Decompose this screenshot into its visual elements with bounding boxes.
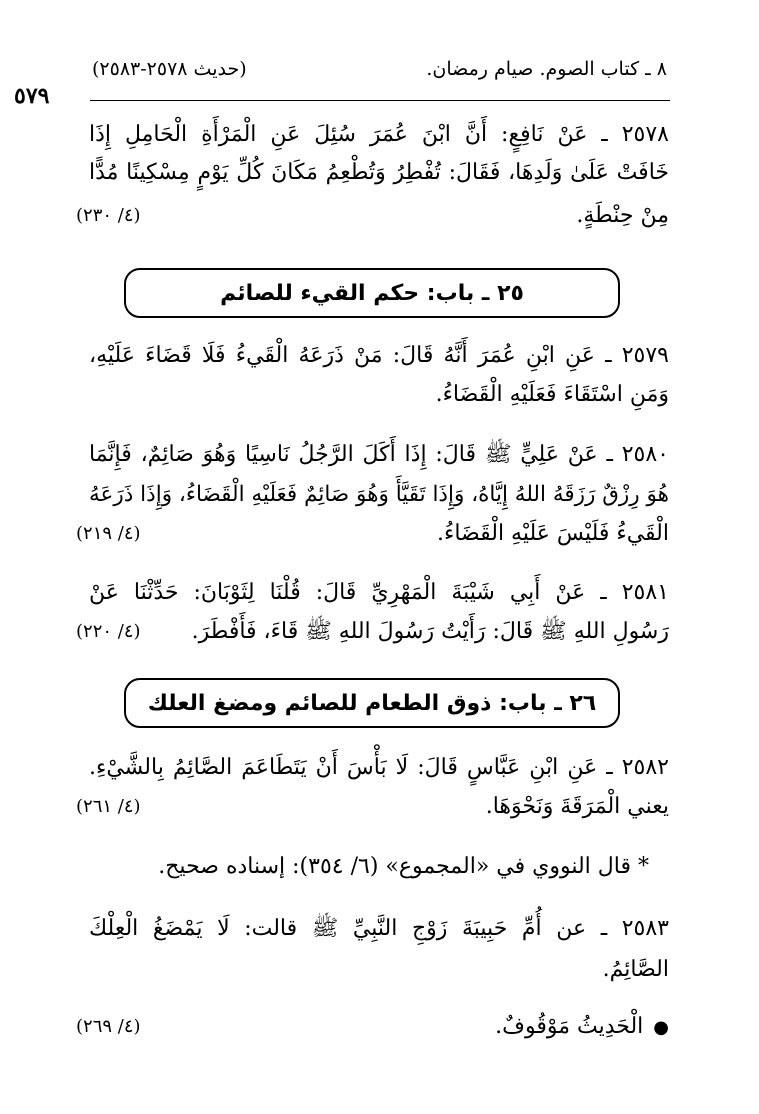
hadith-2581-line-2: رَسُولِ اللهِ ﷺ قَالَ: رَأَيْتُ رَسُولَ اللهِ ﷺ قَاءَ، فَأَفْطَرَ. (191, 619, 669, 644)
hadith-2578-reference: (٤/ ٢٣٠) (76, 205, 141, 226)
chapter-26-heading: ٢٦ ـ باب: ذوق الطعام للصائم ومضغ العلك (124, 678, 620, 728)
hadith-2578-line-3: مِنْ حِنْطَةٍ. (576, 203, 669, 228)
hadith-2581-line-1: ٢٥٨١ ـ عَنْ أَبِي شَيْبَةَ الْمَهْرِيِّ قَالَ: قُلْنَا لِثَوْبَانَ: حَدِّثْنَا عَنْ (89, 580, 669, 605)
chapter-25-heading: ٢٥ ـ باب: حكم القيء للصائم (124, 268, 620, 318)
hadith-2579-line-2: وَمَنِ اسْتَقَاءَ فَعَلَيْهِ الْقَضَاءُ. (435, 382, 669, 407)
running-header-title: ٨ ـ كتاب الصوم. صيام رمضان. (426, 58, 667, 80)
page-number: ٥٧٩ (14, 83, 50, 109)
hadith-2580-reference: (٤/ ٢١٩) (76, 523, 141, 544)
hadith-2583-grade (89, 1012, 669, 1043)
hadith-2583-reference: (٤/ ٢٦٩) (76, 1016, 141, 1037)
hadith-2583-grade-text: الْحَدِيثُ مَوْقُوفٌ. (495, 1014, 644, 1039)
hadith-2583-line-2: الصَّائِمُ. (602, 957, 669, 982)
bullet-icon: ● (653, 1017, 669, 1038)
running-header-hadith-range: (حديث ٢٥٧٨-٢٥٨٣) (92, 58, 247, 80)
hadith-2578-line-2: خَافَتْ عَلَىٰ وَلَدِهَا، فَقَالَ: تُفْطِرُ وَتُطْعِمُ مَكَانَ كُلِّ يَوْمٍ مِسْكِينًا مُدًّا (89, 160, 669, 185)
hadith-2579-line-1: ٢٥٧٩ ـ عَنِ ابْنِ عُمَرَ أَنَّهُ قَالَ: مَنْ ذَرَعَهُ الْقَيءُ فَلَا قَضَاءَ عَلَيْهِ، (89, 343, 669, 368)
note-asterisk-marker: * (638, 854, 649, 879)
hadith-2583-line-1: ٢٥٨٣ ـ عن أُمِّ حَبِيبَةَ زَوْجِ النَّبِيِّ ﷺ قالت: لَا يَمْضَغُ الْعِلْكَ (89, 916, 669, 941)
hadith-2580-line-2: هُوَ رِزْقٌ رَزَقَهُ اللهُ إِيَّاهُ، وَإِذَا تَقَيَّأَ وَهُوَ صَائِمٌ فَعَلَيْهِ الْقَضَاءُ، وَإِذَا ذَرَعَهُ (89, 482, 669, 507)
hadith-2582-reference: (٤/ ٢٦١) (76, 796, 141, 817)
hadith-2580-line-3: الْقَيءُ فَلَيْسَ عَلَيْهِ الْقَضَاءُ. (437, 521, 669, 546)
hadith-2582-line-2: يعني الْمَرَقَةَ وَنَحْوَهَا. (485, 794, 669, 819)
hadith-2578-line-1: ٢٥٧٨ ـ عَنْ نَافِعٍ: أَنَّ ابْنَ عُمَرَ سُئِلَ عَنِ الْمَرْأَةِ الْحَامِلِ إِذَا (89, 122, 669, 147)
hadith-2580-line-1: ٢٥٨٠ ـ عَنْ عَلِيٍّ ﷺ قَالَ: إِذَا أَكَلَ الرَّجُلُ نَاسِيًا وَهُوَ صَائِمٌ، فَإِنَّمَا (89, 442, 669, 467)
hadith-2582-line-1: ٢٥٨٢ ـ عَنِ ابْنِ عَبَّاسٍ قَالَ: لَا بَأْسَ أَنْ يَتَطَاعَمَ الصَّائِمُ بِالشَّيْءِ. (89, 755, 669, 780)
hadith-2581-reference: (٤/ ٢٢٠) (76, 621, 141, 642)
note-text: قال النووي في «المجموع» (٦/ ٣٥٤): إسناده صحيح. (158, 854, 631, 879)
header-divider (90, 100, 670, 101)
authentication-note (158, 852, 649, 882)
